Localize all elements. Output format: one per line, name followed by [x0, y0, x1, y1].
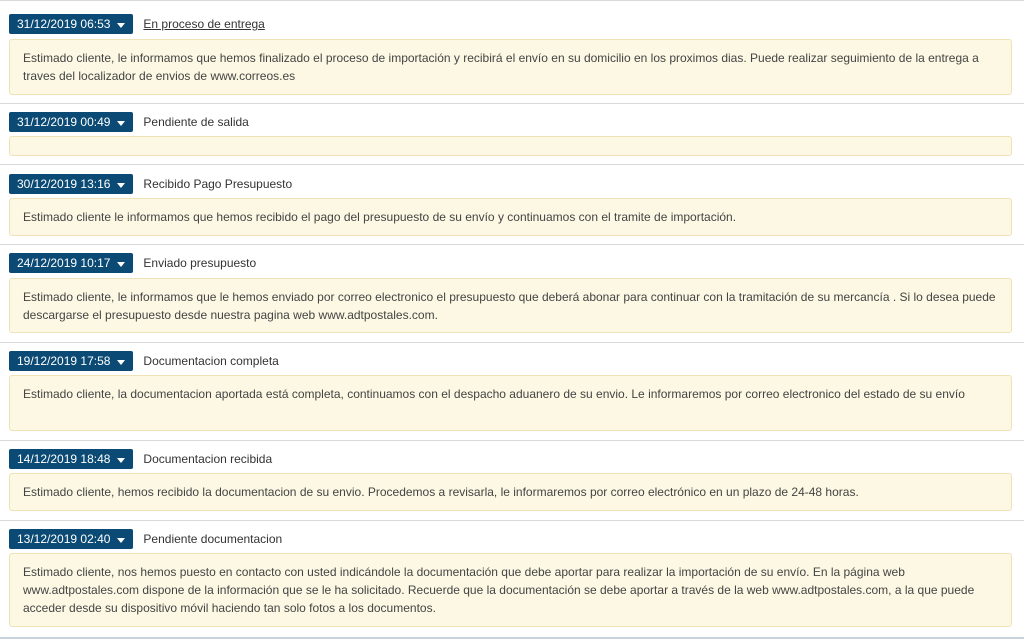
caret-down-icon: [117, 262, 125, 267]
caret-down-icon: [117, 538, 125, 543]
event-date: 24/12/2019 10:17: [17, 256, 111, 270]
event-date-dropdown[interactable]: [9, 253, 133, 273]
event-date: 31/12/2019 00:49: [17, 115, 111, 129]
event-date-dropdown[interactable]: [9, 174, 133, 194]
event-divider: [0, 440, 1024, 441]
event-date-dropdown[interactable]: [9, 112, 133, 132]
event-divider: [0, 520, 1024, 521]
event-date-dropdown[interactable]: [9, 449, 133, 469]
event-divider: [0, 164, 1024, 165]
event-message: Estimado cliente, le informamos que le hemos enviado por correo electronico el presupuesto que deberá abonar para continuar con la tramitación de su mercancía . Si lo desea puede descargarse el presupuesto desde nuestra pagina web www.adtpostales.com.: [9, 278, 1012, 333]
event-date: 30/12/2019 13:16: [17, 177, 111, 191]
caret-down-icon: [117, 183, 125, 188]
event-header: [9, 351, 279, 371]
event-divider: [0, 342, 1024, 343]
event-header: [9, 529, 282, 549]
event-date-dropdown[interactable]: [9, 529, 133, 549]
event-message: Estimado cliente le informamos que hemos recibido el pago del presupuesto de su envío y continuamos con el tramite de importación.: [9, 198, 1012, 236]
event-header: [9, 449, 272, 469]
event-message: Estimado cliente, la documentacion aportada está completa, continuamos con el despacho aduanero de su envio. Le informaremos por correo electronico del estado de su envío: [9, 375, 1012, 431]
event-date: 19/12/2019 17:58: [17, 354, 111, 368]
event-date: 14/12/2019 18:48: [17, 452, 111, 466]
event-divider: [0, 244, 1024, 245]
event-date-dropdown[interactable]: [9, 14, 133, 34]
event-status-link[interactable]: En proceso de entrega: [143, 17, 265, 31]
event-message: Estimado cliente, nos hemos puesto en contacto con usted indicándole la documentación que debe aportar para realizar la importación de su envío. En la página web www.adtpostales.com dispone de la información que se le ha solicitado. Recuerde que la documentación se debe aportar a través de la web www.adtpostales.com, a la que puede acceder desde su dispositivo móvil haciendo tan solo fotos a los documentos.: [9, 553, 1012, 627]
event-date: 13/12/2019 02:40: [17, 532, 111, 546]
event-divider: [0, 103, 1024, 104]
caret-down-icon: [117, 23, 125, 28]
event-status: Pendiente documentacion: [143, 532, 283, 546]
event-status: Documentacion completa: [143, 354, 279, 368]
event-message: Estimado cliente, hemos recibido la documentacion de su envio. Procedemos a revisarla, le informaremos por correo electrónico en un plazo de 24-48 horas.: [9, 473, 1012, 511]
event-header: [9, 253, 256, 273]
event-header: [9, 112, 249, 132]
caret-down-icon: [117, 458, 125, 463]
caret-down-icon: [117, 121, 125, 126]
event-date-dropdown[interactable]: [9, 351, 133, 371]
event-header: [9, 14, 265, 34]
event-status: Recibido Pago Presupuesto: [143, 177, 293, 191]
event-status: Pendiente de salida: [143, 115, 249, 129]
event-status: Documentacion recibida: [143, 452, 273, 466]
event-header: [9, 174, 292, 194]
event-message: [9, 136, 1012, 156]
event-message: Estimado cliente, le informamos que hemos finalizado el proceso de importación y recibirá el envío en su domicilio en los proximos dias. Puede realizar seguimiento de la entrega a traves del localizador de envios de www.correos.es: [9, 39, 1012, 95]
event-status: Enviado presupuesto: [143, 256, 257, 270]
event-date: 31/12/2019 06:53: [17, 17, 111, 31]
caret-down-icon: [117, 360, 125, 365]
